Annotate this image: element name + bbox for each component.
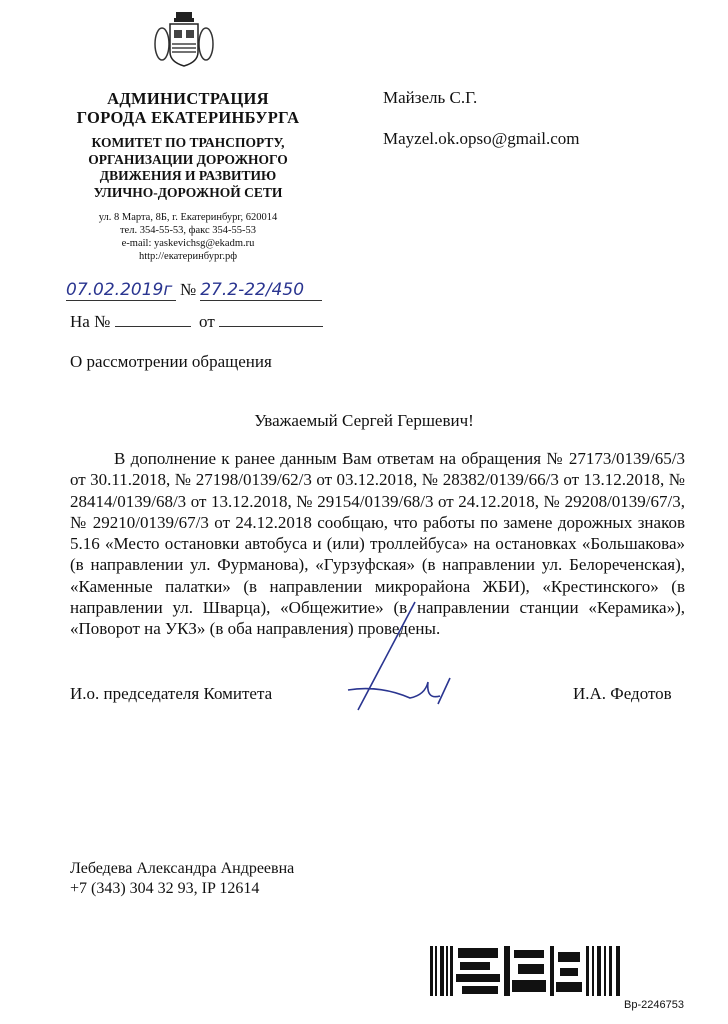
handwritten-signature: [340, 600, 490, 720]
signatory-name: И.А. Федотов: [573, 684, 672, 703]
executor-name: Лебедева Александра Андреевна: [70, 860, 295, 877]
greeting: Уважаемый Сергей Гершевич!: [254, 411, 474, 430]
committee-line: КОМИТЕТ ПО ТРАНСПОРТУ,: [91, 135, 285, 150]
reference-row: [66, 280, 322, 301]
org-line-2: ГОРОДА ЕКАТЕРИНБУРГА: [76, 108, 300, 127]
org-line-1: АДМИНИСТРАЦИЯ: [107, 89, 269, 108]
doc-date: 07.02.2019г: [66, 280, 176, 301]
committee-name: [60, 135, 316, 201]
barcode: [430, 946, 622, 996]
phone-line: тел. 354-55-53, факс 354-55-53: [119, 225, 257, 236]
from-label: от: [199, 312, 215, 331]
from-blank: [219, 312, 323, 327]
on-number-blank: [115, 312, 191, 327]
coat-of-arms-logo: [152, 8, 216, 74]
letter-body: В дополнение к ранее данным Вам ответам на обращения № 27173/0139/65/3 от 30.11.2018, № 27198/0139/62/3 от 03.12.2018, № 28382/0139/66/3 от 13.12.2018, № 28414/0139/68/3 от 13.12.2018, № 29154/0139/68/3 от 24.12.2018, № 29208/0139/67/3, № 29210/0139/67/3 от 24.12.2018 сообщаю, что работы по замене дорожных знаков 5.16 «Место остановки автобуса и (или) троллейбуса» на остановках «Большакова» (в направлении ул. Фурманова), «Гурзуфская» (в направлении ул. Белореченская), «Каменные палатки» (в направлении микрорайона ЖБИ), «Крестинского» (в направлении ул. Шварца), «Общежитие» (в направлении станции «Керамика»), «Поворот на УКЗ» (в оба направления) проведены.: [70, 449, 685, 639]
subject: О рассмотрении обращения: [70, 352, 272, 371]
incoming-ref-row: [70, 312, 323, 332]
org-address: [60, 211, 316, 263]
website-line: http://екатеринбург.рф: [138, 251, 238, 262]
signatory-position: И.о. председателя Комитета: [70, 684, 273, 703]
address-line: ул. 8 Марта, 8Б, г. Екатеринбург, 620014: [98, 212, 278, 223]
doc-number: 27.2-22/450: [200, 280, 322, 301]
committee-line: УЛИЧНО-ДОРОЖНОЙ СЕТИ: [93, 184, 283, 200]
org-name: [60, 89, 316, 127]
executor-phone: +7 (343) 304 32 93, IP 12614: [70, 880, 260, 897]
committee-line: ОРГАНИЗАЦИИ ДОРОЖНОГО: [88, 151, 288, 167]
recipient-name: Майзель С.Г.: [383, 88, 478, 107]
recipient-email: Mayzel.ok.opso@gmail.com: [383, 129, 580, 148]
on-number-label: На №: [70, 312, 111, 331]
barcode-id: Вр-2246753: [624, 999, 684, 1011]
committee-line: ДВИЖЕНИЯ И РАЗВИТИЮ: [99, 168, 277, 183]
email-line: e-mail: yaskevichsg@ekadm.ru: [121, 238, 255, 249]
number-label: №: [180, 280, 197, 299]
